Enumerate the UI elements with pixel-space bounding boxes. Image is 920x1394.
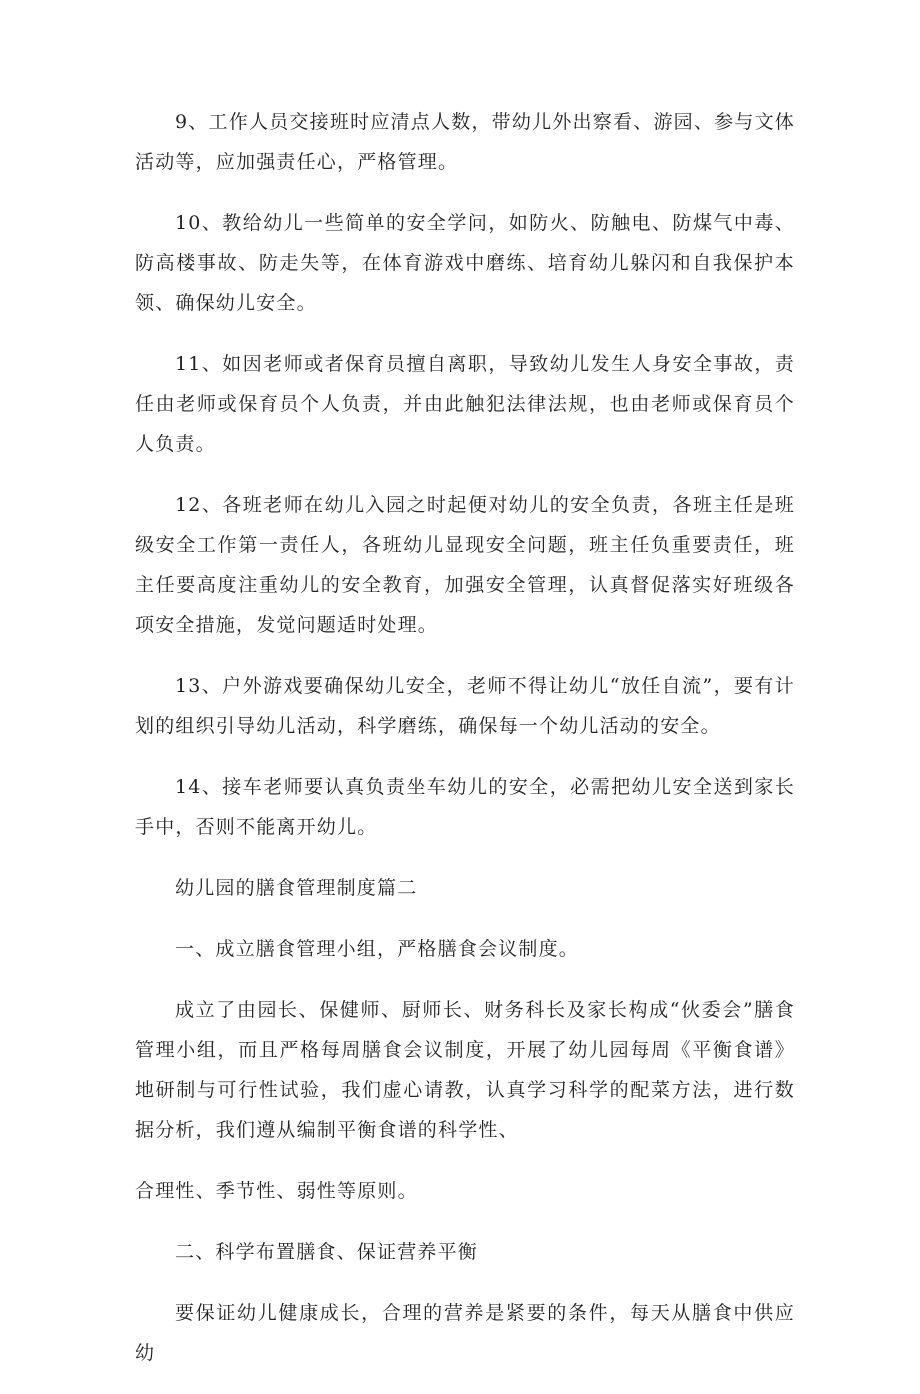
paragraph-item-9: 9、工作人员交接班时应清点人数，带幼儿外出察看、游园、参与文体活动等，应加强责任心，严格管理。 xyxy=(135,111,795,173)
section-heading: 幼儿园的膳食管理制度篇二 xyxy=(175,877,418,899)
body-paragraph-truncated: 要保证幼儿健康成长，合理的营养是紧要的条件，每天从膳食中供应幼 xyxy=(135,1302,795,1364)
subsection-heading-2: 二、科学布置膳食、保证营养平衡 xyxy=(175,1241,479,1263)
paragraph-item-12: 12、各班老师在幼儿入园之时起便对幼儿的安全负责，各班主任是班级安全工作第一责任人，各班幼儿显现安全问题，班主任负重要责任，班主任要高度注重幼儿的安全教育，加强安全管理，认真督促落实好班级各项安全措施，发觉问题适时处理。 xyxy=(135,494,795,636)
paragraph-item-10: 10、教给幼儿一些简单的安全学问，如防火、防触电、防煤气中毒、防高楼事故、防走失等，在体育游戏中磨练、培育幼儿躲闪和自我保护本领、确保幼儿安全。 xyxy=(135,212,795,314)
body-paragraph: 成立了由园长、保健师、厨师长、财务科长及家长构成“伙委会”膳食管理小组，而且严格每周膳食会议制度，开展了幼儿园每周《平衡食谱》地研制与可行性试验，我们虚心请教，认真学习科学的配菜方法，进行数据分析，我们遵从编制平衡食谱的科学性、 xyxy=(135,999,795,1141)
paragraph-item-14: 14、接车老师要认真负责坐车幼儿的安全，必需把幼儿安全送到家长手中，否则不能离开幼儿。 xyxy=(135,776,795,838)
paragraph-item-11: 11、如因老师或者保育员擅自离职，导致幼儿发生人身安全事故，责任由老师或保育员个人负责，并由此触犯法律法规，也由老师或保育员个人负责。 xyxy=(135,353,795,455)
paragraph-item-13: 13、户外游戏要确保幼儿安全，老师不得让幼儿“放任自流”，要有计划的组织引导幼儿活动，科学磨练，确保每一个幼儿活动的安全。 xyxy=(135,675,795,737)
subsection-heading-1: 一、成立膳食管理小组，严格膳食会议制度。 xyxy=(175,938,580,960)
body-paragraph-continued: 合理性、季节性、弱性等原则。 xyxy=(135,1180,418,1202)
document-body xyxy=(135,102,795,1394)
